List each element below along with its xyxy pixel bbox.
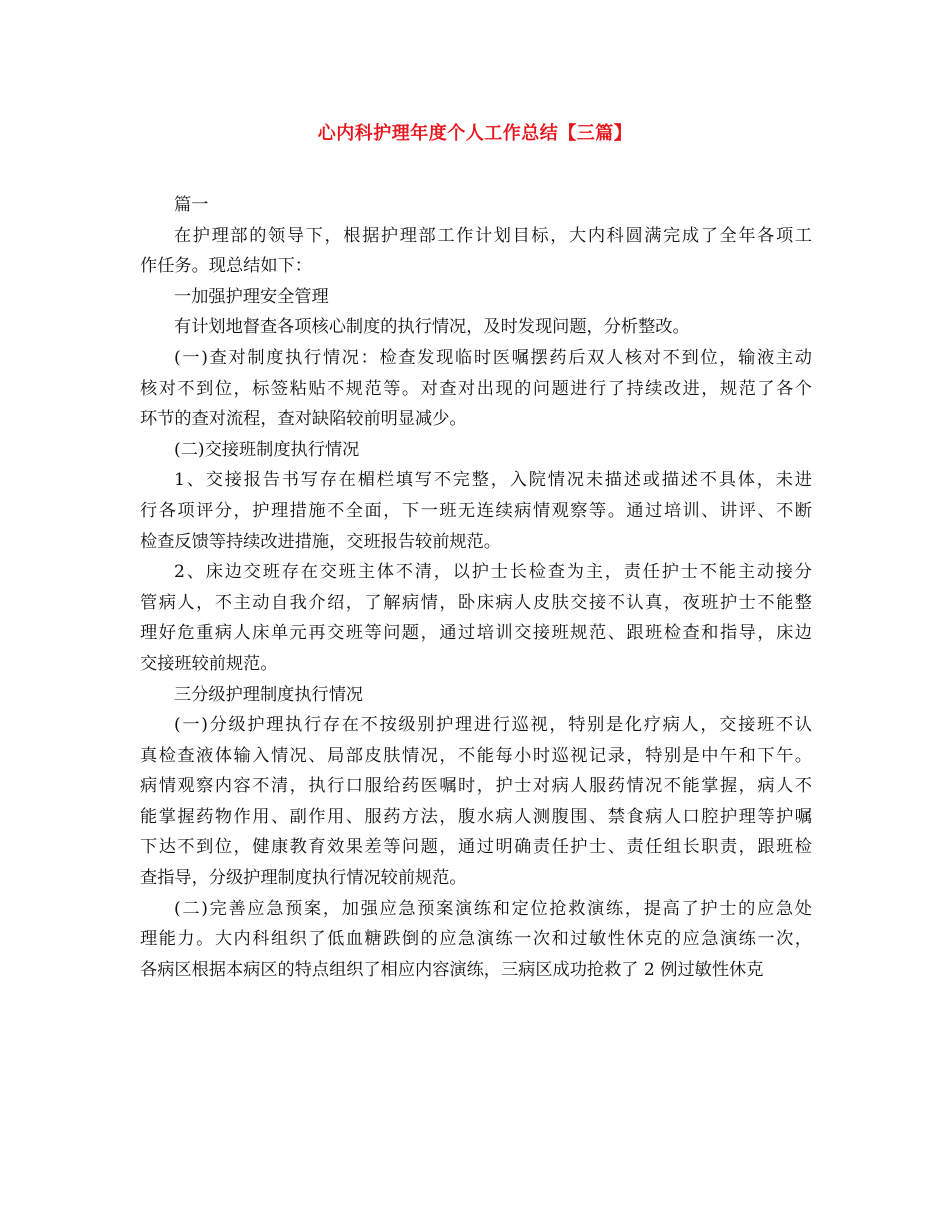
paragraph-line: (二)交接班制度执行情况 — [174, 439, 360, 460]
paragraph-line: 下达不到位，健康教育效果差等问题，通过明确责任护士、责任组长职责，跟班检 — [140, 837, 812, 858]
paragraph — [140, 710, 812, 894]
paragraph-line: 理能力。大内科组织了低血糖跌倒的应急演练一次和过敏性休克的应急演练一次， — [140, 929, 812, 950]
paragraph-line: 查指导，分级护理制度执行情况较前规范。 — [140, 868, 467, 889]
paragraph-line: 理好危重病人床单元再交班等问题，通过培训交接班规范、跟班检查和指导，床边 — [140, 623, 812, 644]
paragraph-line: 核对不到位，标签粘贴不规范等。对查对出现的问题进行了持续改进，规范了各个 — [140, 378, 812, 399]
paragraph — [140, 435, 812, 466]
paragraph — [140, 282, 812, 313]
paragraph — [140, 312, 812, 343]
paragraph — [140, 465, 812, 557]
paragraph-line: 能掌握药物作用、副作用、服药方法，腹水病人测腹围、禁食病人口腔护理等护嘱 — [140, 806, 812, 827]
paragraph — [140, 221, 812, 282]
paragraph — [140, 680, 812, 711]
paragraph — [140, 894, 812, 986]
paragraph-line: (一)分级护理执行存在不按级别护理进行巡视，特别是化疗病人，交接班不认 — [174, 715, 812, 736]
paragraph-line: 有计划地督查各项核心制度的执行情况，及时发现问题，分析整改。 — [174, 317, 690, 338]
paragraph-line: 管病人，不主动自我介绍，了解病情，卧床病人皮肤交接不认真，夜班护士不能整 — [140, 592, 812, 613]
paragraph-line: 篇一 — [174, 195, 209, 215]
paragraph-line: 各病区根据本病区的特点组织了相应内容演练，三病区成功抢救了 2 例过敏性休克 — [140, 959, 764, 980]
paragraph-line: 1、交接报告书写存在楣栏填写不完整，入院情况未描述或描述不具体，未进 — [174, 470, 812, 491]
paragraph-line: 一加强护理安全管理 — [174, 286, 329, 307]
paragraph-line: 在护理部的领导下，根据护理部工作计划目标，大内科圆满完成了全年各项工 — [174, 225, 812, 246]
paragraph-line: 2、床边交班存在交班主体不清，以护士长检查为主，责任护士不能主动接分 — [174, 562, 812, 583]
paragraph-line: 三分级护理制度执行情况 — [174, 684, 364, 705]
paragraph — [140, 557, 812, 679]
document-body — [140, 190, 812, 985]
document-title: 心内科护理年度个人工作总结【三篇】 — [317, 123, 633, 144]
paragraph-line: 检查反馈等持续改进措施，交班报告较前规范。 — [140, 531, 501, 552]
paragraph-line: 环节的查对流程，查对缺陷较前明显减少。 — [140, 409, 467, 430]
paragraph-line: 病情观察内容不清，执行口服给药医嘱时，护士对病人服药情况不能掌握，病人不 — [140, 776, 812, 797]
paragraph-line: 真检查液体输入情况、局部皮肤情况，不能每小时巡视记录，特别是中午和下午。 — [140, 745, 812, 766]
paragraph — [140, 190, 812, 221]
paragraph-line: (二)完善应急预案，加强应急预案演练和定位抢救演练，提高了护士的应急处 — [174, 898, 812, 919]
paragraph-line: 作任务。现总结如下： — [140, 256, 312, 277]
paragraph-line: (一)查对制度执行情况：检查发现临时医嘱摆药后双人核对不到位，输液主动 — [174, 347, 812, 368]
paragraph — [140, 343, 812, 435]
paragraph-line: 行各项评分，护理措施不全面，下一班无连续病情观察等。通过培训、讲评、不断 — [140, 500, 812, 521]
paragraph-line: 交接班较前规范。 — [140, 653, 278, 674]
